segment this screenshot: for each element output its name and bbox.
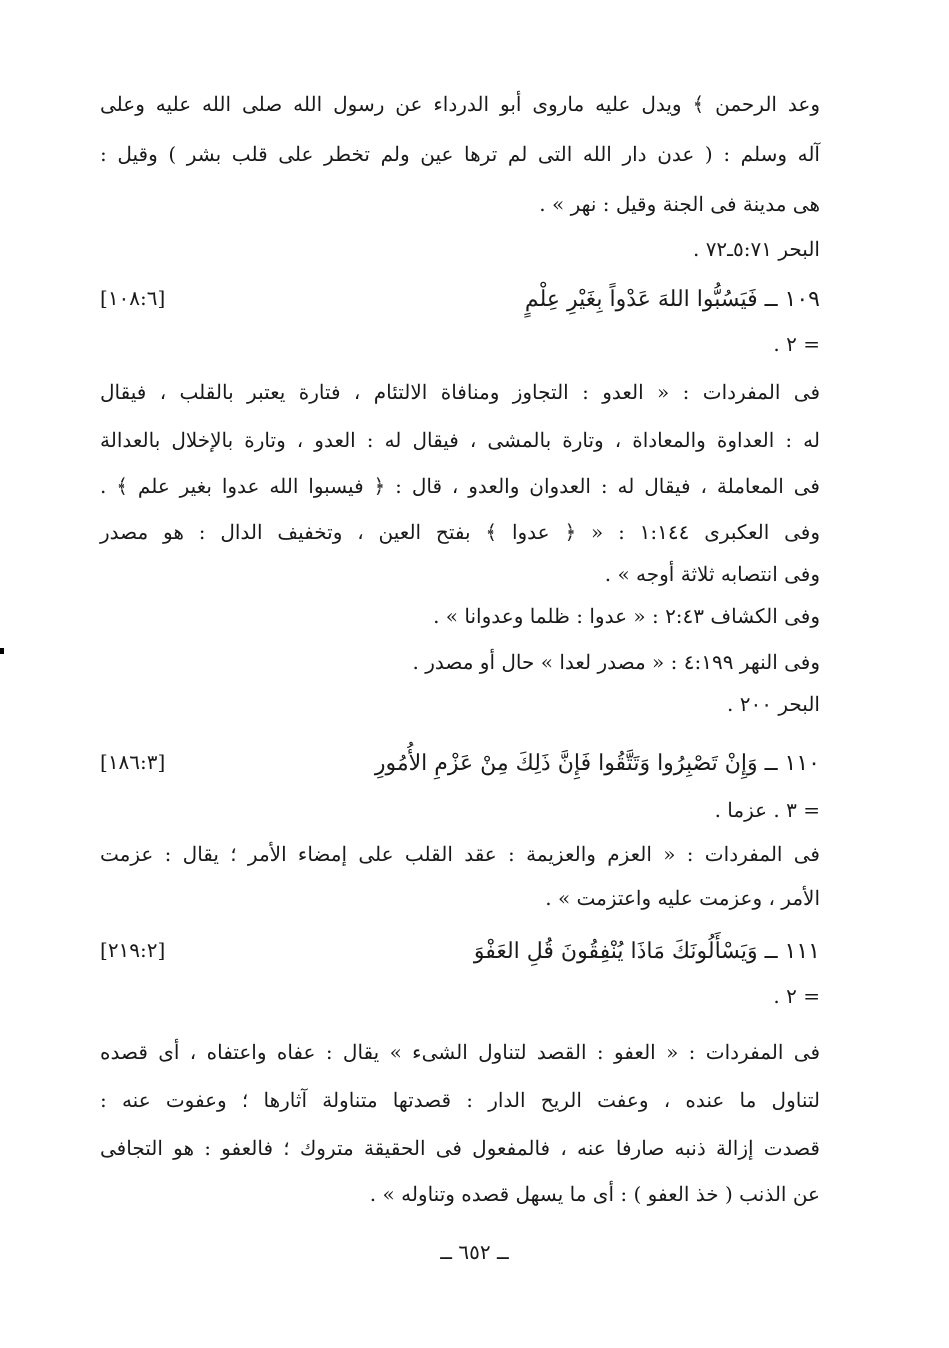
verse-reference: [١٠٨:٦] [100, 286, 166, 310]
text-line: البحر ٢٠٠ . [727, 692, 820, 716]
text-line: وفى الكشاف ٢:٤٣ : « عدوا : ظلما وعدوانا » . [433, 604, 820, 628]
text-line: الأمر ، وعزمت عليه واعتزمت » . [545, 886, 820, 910]
entry-verse: ١١٠ ــ وَإِنْ تَصْبِرُوا وَتَتَّقُوا فَإِنَّ ذَلِكَ مِنْ عَزْمِ الأُمُورِ [374, 751, 820, 776]
scan-mark [0, 648, 4, 654]
text-line: وعد الرحمن ﴾ ويدل عليه ماروى أبو الدرداء عن رسول الله صلى الله عليه وعلى [100, 92, 820, 116]
text-line: قصدت إزالة ذنبه صارفا عنه ، فالمفعول فى الحقيقة متروك ؛ فالعفو : هو التجافى [100, 1136, 820, 1160]
text-line: فى المعاملة ، فيقال له : العدوان والعدو ، قال : ﴿ فيسبوا الله عدوا بغير علم ﴾ . [100, 474, 820, 498]
entry-verse: ١٠٩ ــ فَيَسُبُّوا اللهَ عَدْواً بِغَيْرِ عِلْمٍ [524, 287, 820, 312]
text-line: عن الذنب ( خذ العفو ) : أى ما يسهل قصده وتناوله » . [369, 1182, 820, 1206]
text-line: فى المفردات : « العزم والعزيمة : عقد القلب على إمضاء الأمر ؛ يقال : عزمت [100, 842, 820, 866]
verse-reference: [٢١٩:٢] [100, 938, 166, 962]
entry-verse: ١١١ ــ وَيَسْأَلُونَكَ مَاذَا يُنْفِقُونَ قُلِ العَفْوَ [473, 939, 820, 964]
text-line: البحر ٥:٧١ـ٧٢ . [692, 237, 820, 261]
text-line: له : العداوة والمعاداة ، وتارة بالمشى ، فيقال له : العدو ، وتارة بالإخلال بالعدالة [100, 428, 820, 452]
text-line: فى المفردات : « العدو : التجاوز ومنافاة الالتئام ، فتارة يعتبر بالقلب ، فيقال [100, 380, 820, 404]
text-line: لتناول ما عنده ، وعفت الريح الدار : قصدتها متناولة آثارها ؛ وعفوت عنه : [100, 1088, 820, 1112]
text-line: آله وسلم : ( عدن دار الله التى لم ترها عين ولم تخطر على قلب بشر ) وقيل : [100, 142, 820, 166]
text-line: فى المفردات : « العفو : القصد لتناول الشىء » يقال : عفاه واعتفاه ، أى قصده [100, 1040, 820, 1064]
entry-count: = ٢ . [773, 332, 820, 356]
page-number: ــ ٦٥٢ ــ [440, 1240, 509, 1264]
page-body [100, 82, 820, 1322]
text-line: وفى النهر ٤:١٩٩ : « مصدر لعدا » حال أو مصدر . [412, 650, 820, 674]
entry-count: = ٢ . [773, 984, 820, 1008]
text-line: هى مدينة فى الجنة وقيل : نهر » . [539, 192, 820, 216]
verse-reference: [١٨٦:٣] [100, 750, 166, 774]
entry-count: = ٣ . عزما . [714, 798, 820, 822]
text-line: وفى العكبرى ١:١٤٤ : « ﴿ عدوا ﴾ بفتح العين ، وتخفيف الدال : هو مصدر [100, 520, 821, 544]
text-line: وفى انتصابه ثلاثة أوجه » . [604, 562, 820, 586]
